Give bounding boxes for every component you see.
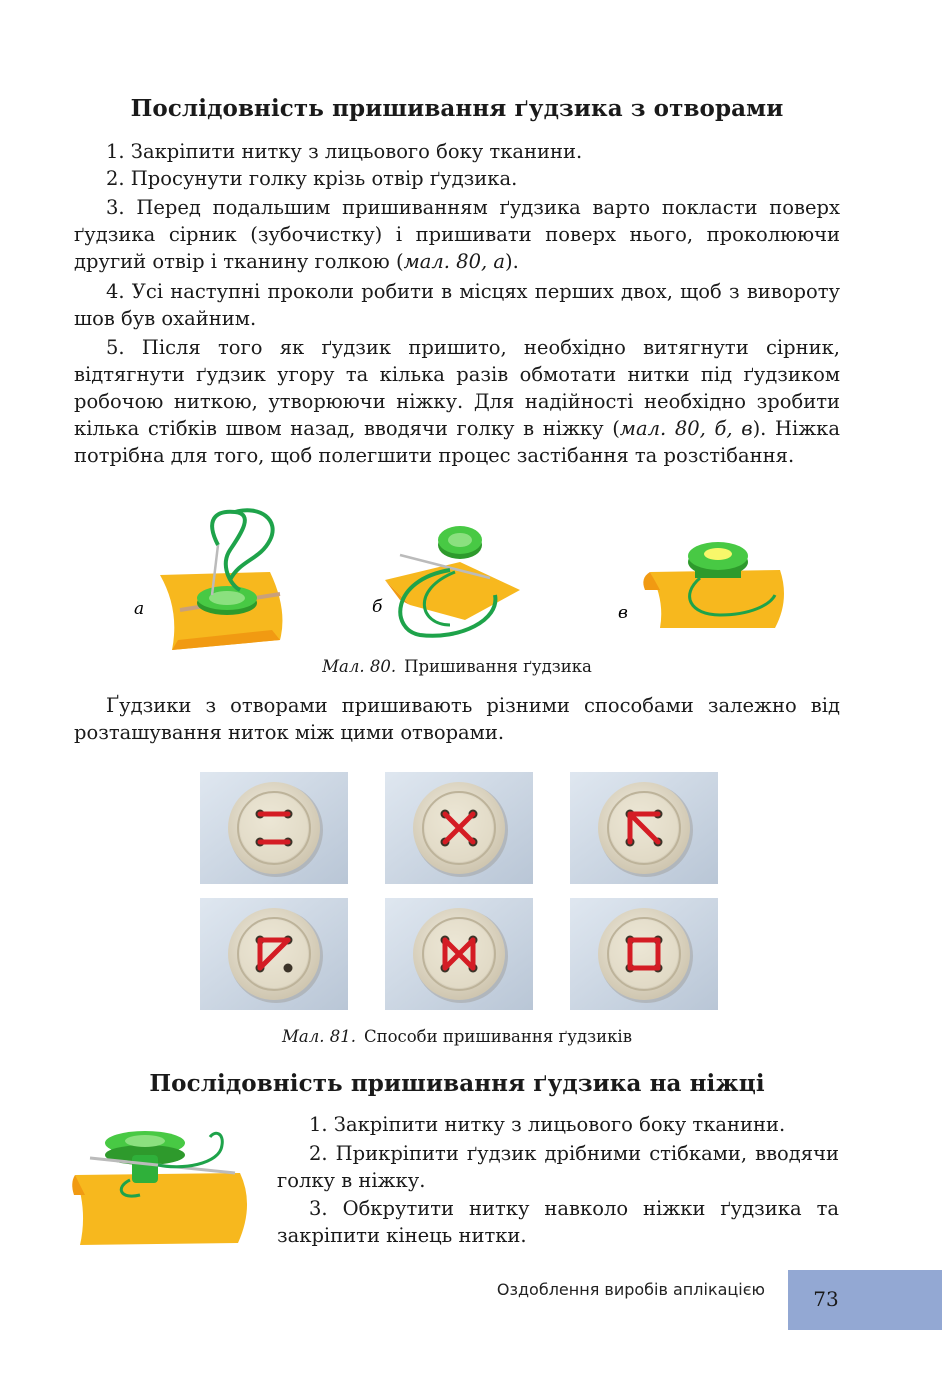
shank-step-2: 2. Прикріпити ґудзик дрібними стібками, вводячи голку в ніжку. (277, 1142, 839, 1192)
caption-ref: Мал. 81. (281, 1027, 356, 1046)
caption-ref: Мал. 80. (322, 657, 397, 676)
figure-81-caption (74, 1027, 840, 1046)
button-photo-hourglass (385, 898, 533, 1010)
figure-80-illustrations (120, 500, 820, 660)
step-4: 4. Усі наступні проколи робити в місцях перших двох, щоб з вивороту шов був охайним. (74, 280, 840, 330)
caption-text: Пришивання ґудзика (404, 657, 592, 676)
paragraph-methods: Ґудзики з отворами пришивають різними способами залежно від розташування ниток між цими отворами. (74, 694, 840, 744)
button-photo-cross (385, 772, 533, 884)
step-1: 1. Закріпити нитку з лицьового боку тканини. (106, 140, 583, 163)
shank-button-svg (70, 1125, 260, 1250)
shank-step-1: 1. Закріпити нитку з лицьового боку тканини. (309, 1113, 786, 1136)
figure-80-caption (74, 657, 840, 676)
button-sewing-a (160, 510, 282, 650)
step-3: 3. Перед подальшим пришиванням ґудзика варто покласти поверх ґудзика сірник (зубочистку) і пришивати поверх нього, проколюючи другий отвір і тканину голкою (мал. 80, а). (74, 196, 840, 273)
section-title-shank: Послідовність пришивання ґудзика на ніжці (149, 1070, 765, 1097)
label-a: а (134, 599, 145, 619)
button-photo-triangle (200, 898, 348, 1010)
section-title-holes: Послідовність пришивання ґудзика з отворами (130, 95, 784, 122)
page-number-tab (788, 1270, 942, 1330)
shank-step-3: 3. Обкрутити нитку навколо ніжки ґудзика та закріпити кінець нитки. (277, 1197, 839, 1247)
button-photo-two-parallel (200, 772, 348, 884)
step-5: 5. Після того як ґудзик пришито, необхідно витягнути сірник, відтягнути ґудзик угору та кілька разів обмотати нитки під ґудзиком робочою ниткою, утворюючи ніжку. Для надійності необхідно зробити кілька стібків швом назад, вводячи голку в ніжку (мал. 80, б, в). Ніжка потрібна для того, щоб полегшити процес застібання та розстібання. (74, 336, 840, 467)
label-c: в (618, 603, 628, 623)
running-title: Оздоблення виробів аплікацією (496, 1280, 765, 1299)
button-photo-square (570, 898, 718, 1010)
button-photo-arrow (570, 772, 718, 884)
step-2: 2. Просунути голку крізь отвір ґудзика. (106, 167, 518, 190)
button-sewing-b (385, 526, 520, 636)
shank-button-illustration (70, 1125, 260, 1250)
label-b: б (372, 597, 383, 617)
page-number: 73 (813, 1287, 839, 1311)
figure-80 (120, 500, 820, 660)
button-sewing-c (643, 542, 784, 628)
caption-text: Способи пришивання ґудзиків (363, 1027, 632, 1046)
figure-ref: мал. 80, а (403, 250, 506, 273)
figure-ref: мал. 80, б, в (619, 417, 753, 440)
